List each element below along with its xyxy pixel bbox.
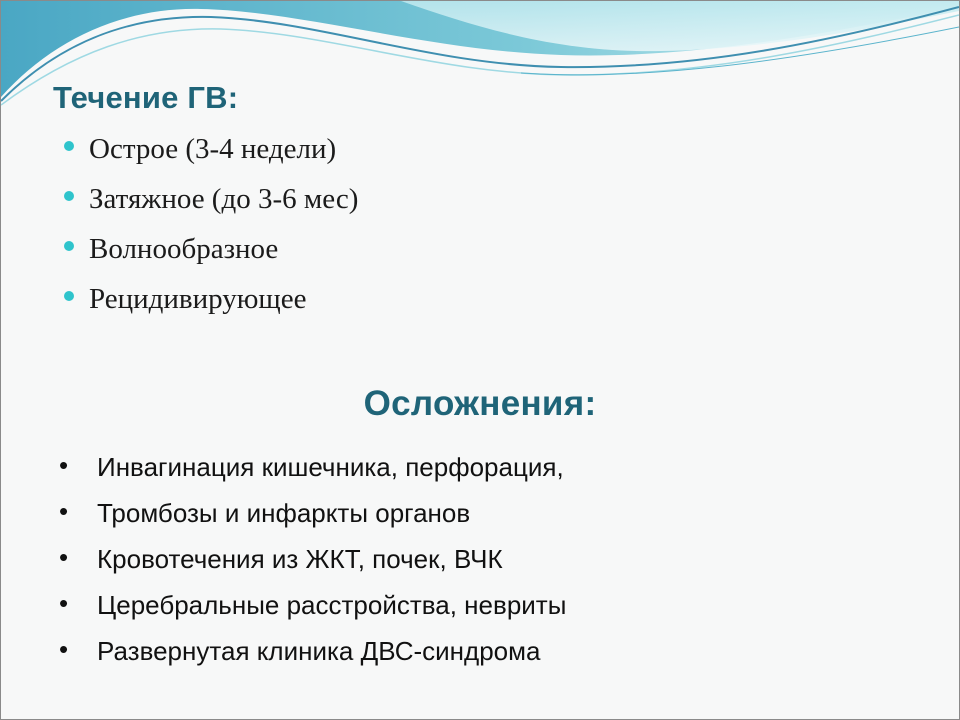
list-item-text: Тромбозы и инфаркты органов [97, 498, 471, 528]
bullet-dot-icon [64, 191, 74, 201]
list-item [61, 229, 358, 279]
list-item [61, 129, 358, 179]
list-item-text: Волнообразное [89, 233, 279, 265]
bullet-dot-icon [64, 241, 74, 251]
list-item-text: Церебральные расстройства, невриты [97, 590, 567, 620]
list-item [59, 585, 566, 631]
list-item [59, 631, 566, 677]
list-item [59, 493, 566, 539]
course-title: Течение ГВ: [53, 80, 239, 115]
course-list [61, 129, 358, 329]
list-item-text: Затяжное (до 3-6 мес) [89, 183, 359, 215]
complications-title: Осложнения: [363, 384, 597, 423]
list-item [59, 539, 566, 585]
bullet-icon: • [59, 634, 69, 664]
list-item [61, 179, 358, 229]
bullet-icon: • [59, 588, 69, 618]
list-item [59, 447, 566, 493]
complications-list [59, 447, 566, 677]
list-item-text: Кровотечения из ЖКТ, почек, ВЧК [97, 544, 503, 574]
bullet-icon: • [59, 496, 69, 526]
bullet-dot-icon [64, 141, 74, 151]
list-item-text: Инвагинация кишечника, перфорация, [97, 452, 564, 482]
bullet-dot-icon [64, 291, 74, 301]
bullet-icon: • [59, 542, 69, 572]
list-item [61, 279, 358, 329]
list-item-text: Острое (3-4 недели) [89, 133, 337, 165]
list-item-text: Рецидивирующее [89, 283, 307, 315]
bullet-icon: • [59, 450, 69, 480]
list-item-text: Развернутая клиника ДВС-синдрома [97, 636, 541, 666]
